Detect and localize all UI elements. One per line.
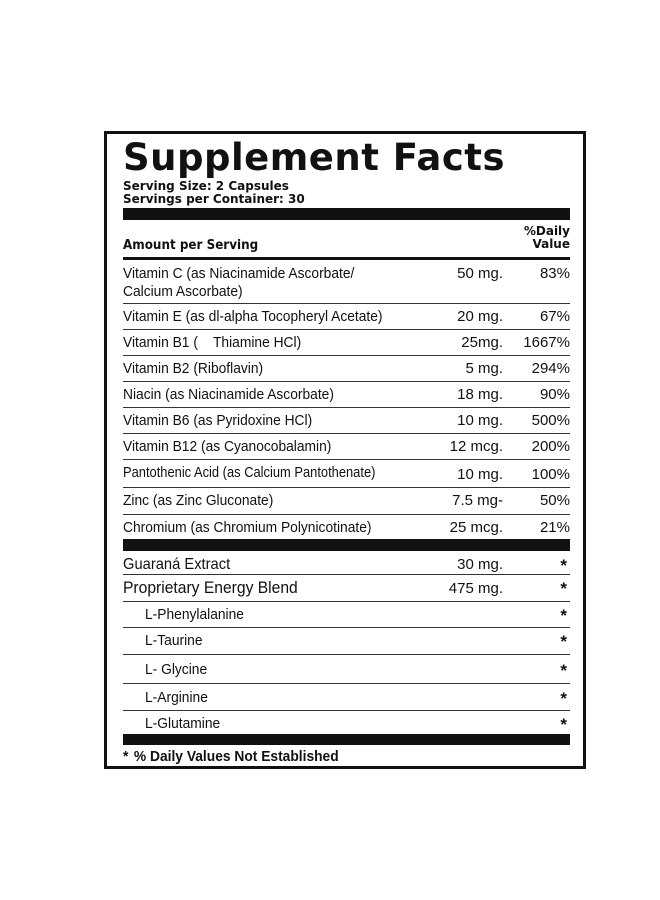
daily-value-header-line2: Value	[532, 237, 570, 251]
not-established-asterisk: *	[560, 632, 567, 651]
ingredient-name: L- Glycine	[145, 661, 208, 678]
nutrient-amount: 25 mcg.	[449, 519, 503, 536]
thick-divider-top	[123, 208, 570, 220]
nutrient-name-line1: Vitamin C (as Niacinamide Ascorbate/	[123, 265, 355, 282]
nutrient-name: Vitamin B2 (Riboflavin)	[123, 360, 264, 377]
nutrient-row-chromium	[123, 516, 570, 538]
ingredient-name: L-Phenylalanine	[145, 606, 244, 623]
amount-per-serving-header: Amount per Serving	[123, 238, 259, 253]
ingredient-name: Proprietary Energy Blend	[123, 578, 298, 597]
nutrient-amount: 10 mg.	[457, 466, 503, 483]
nutrient-name-line2: Calcium Ascorbate)	[123, 283, 243, 300]
nutrient-name	[123, 265, 354, 301]
nutrient-amount: 7.5 mg-	[452, 492, 503, 509]
ingredient-row-proprietary-blend	[123, 576, 570, 602]
nutrient-row-vitamin-b12	[123, 435, 570, 460]
nutrient-daily-value: 100%	[531, 466, 570, 483]
nutrient-row-vitamin-b2	[123, 357, 570, 382]
ingredient-name: L-Arginine	[145, 689, 208, 706]
nutrient-row-vitamin-b6	[123, 409, 570, 434]
nutrient-name: Vitamin B1 ( Thiamine HCl)	[123, 334, 302, 351]
nutrient-daily-value: 294%	[531, 360, 570, 377]
serving-size: Serving Size: 2 Capsules	[123, 179, 289, 193]
nutrient-daily-value: 67%	[539, 308, 570, 325]
nutrient-amount: 10 mg.	[457, 412, 503, 429]
nutrient-row-vitamin-c	[123, 262, 570, 304]
nutrient-name: Vitamin E (as dl-alpha Tocopheryl Acetate)	[123, 308, 383, 325]
nutrient-daily-value: 21%	[539, 519, 570, 536]
ingredient-amount: 30 mg.	[457, 556, 503, 573]
nutrient-daily-value: 50%	[539, 492, 570, 509]
panel-inner	[123, 134, 570, 766]
not-established-asterisk: *	[560, 556, 567, 575]
nutrient-name: Vitamin B12 (as Cyanocobalamin)	[123, 438, 332, 455]
not-established-asterisk: *	[560, 579, 567, 598]
ingredient-row-l-taurine	[123, 629, 570, 655]
daily-value-header	[500, 225, 570, 251]
nutrient-daily-value: 83%	[539, 265, 570, 282]
servings-per-container: Servings per Container: 30	[123, 192, 305, 206]
ingredient-name: L-Taurine	[145, 632, 203, 649]
not-established-asterisk: *	[560, 715, 567, 734]
supplement-facts-panel	[104, 131, 586, 769]
ingredient-name: L-Glutamine	[145, 715, 221, 732]
nutrient-amount: 18 mg.	[457, 386, 503, 403]
nutrient-amount: 5 mg.	[465, 360, 503, 377]
footnote	[123, 748, 339, 765]
ingredient-row-l-phenylalanine	[123, 603, 570, 628]
nutrient-amount: 12 mcg.	[449, 438, 503, 455]
nutrient-row-niacin	[123, 383, 570, 408]
ingredient-amount: 475 mg.	[448, 580, 503, 597]
footnote-asterisk: *	[123, 748, 129, 765]
medium-divider	[123, 257, 570, 260]
nutrient-name: Niacin (as Niacinamide Ascorbate)	[123, 386, 334, 403]
thick-divider-bottom	[123, 734, 570, 745]
ingredient-row-l-glutamine	[123, 712, 570, 734]
ingredient-row-guarana	[123, 553, 570, 575]
nutrient-name: Chromium (as Chromium Polynicotinate)	[123, 519, 372, 536]
thick-divider-middle	[123, 539, 570, 551]
ingredient-row-l-glycine	[123, 656, 570, 684]
nutrient-row-zinc	[123, 489, 570, 515]
nutrient-name: Vitamin B6 (as Pyridoxine HCl)	[123, 412, 313, 429]
panel-title: Supplement Facts	[123, 136, 506, 179]
nutrient-amount: 50 mg.	[457, 265, 503, 282]
nutrient-daily-value: 90%	[539, 386, 570, 403]
nutrient-amount: 20 mg.	[457, 308, 503, 325]
nutrient-row-pantothenic-acid	[123, 461, 570, 488]
nutrient-daily-value: 500%	[531, 412, 570, 429]
daily-value-header-line1: %Daily	[523, 224, 570, 238]
nutrient-name: Zinc (as Zinc Gluconate)	[123, 492, 274, 509]
nutrient-name: Pantothenic Acid (as Calcium Pantothenate)	[123, 464, 376, 481]
not-established-asterisk: *	[560, 661, 567, 680]
not-established-asterisk: *	[560, 606, 567, 625]
nutrient-daily-value: 1667%	[523, 334, 570, 351]
ingredient-row-l-arginine	[123, 685, 570, 711]
ingredient-name: Guaraná Extract	[123, 556, 231, 573]
footnote-text: % Daily Values Not Established	[133, 748, 339, 765]
nutrient-amount: 25mg.	[461, 334, 503, 351]
not-established-asterisk: *	[560, 689, 567, 708]
nutrient-row-vitamin-b1	[123, 331, 570, 356]
nutrient-daily-value: 200%	[531, 438, 570, 455]
nutrient-row-vitamin-e	[123, 305, 570, 330]
